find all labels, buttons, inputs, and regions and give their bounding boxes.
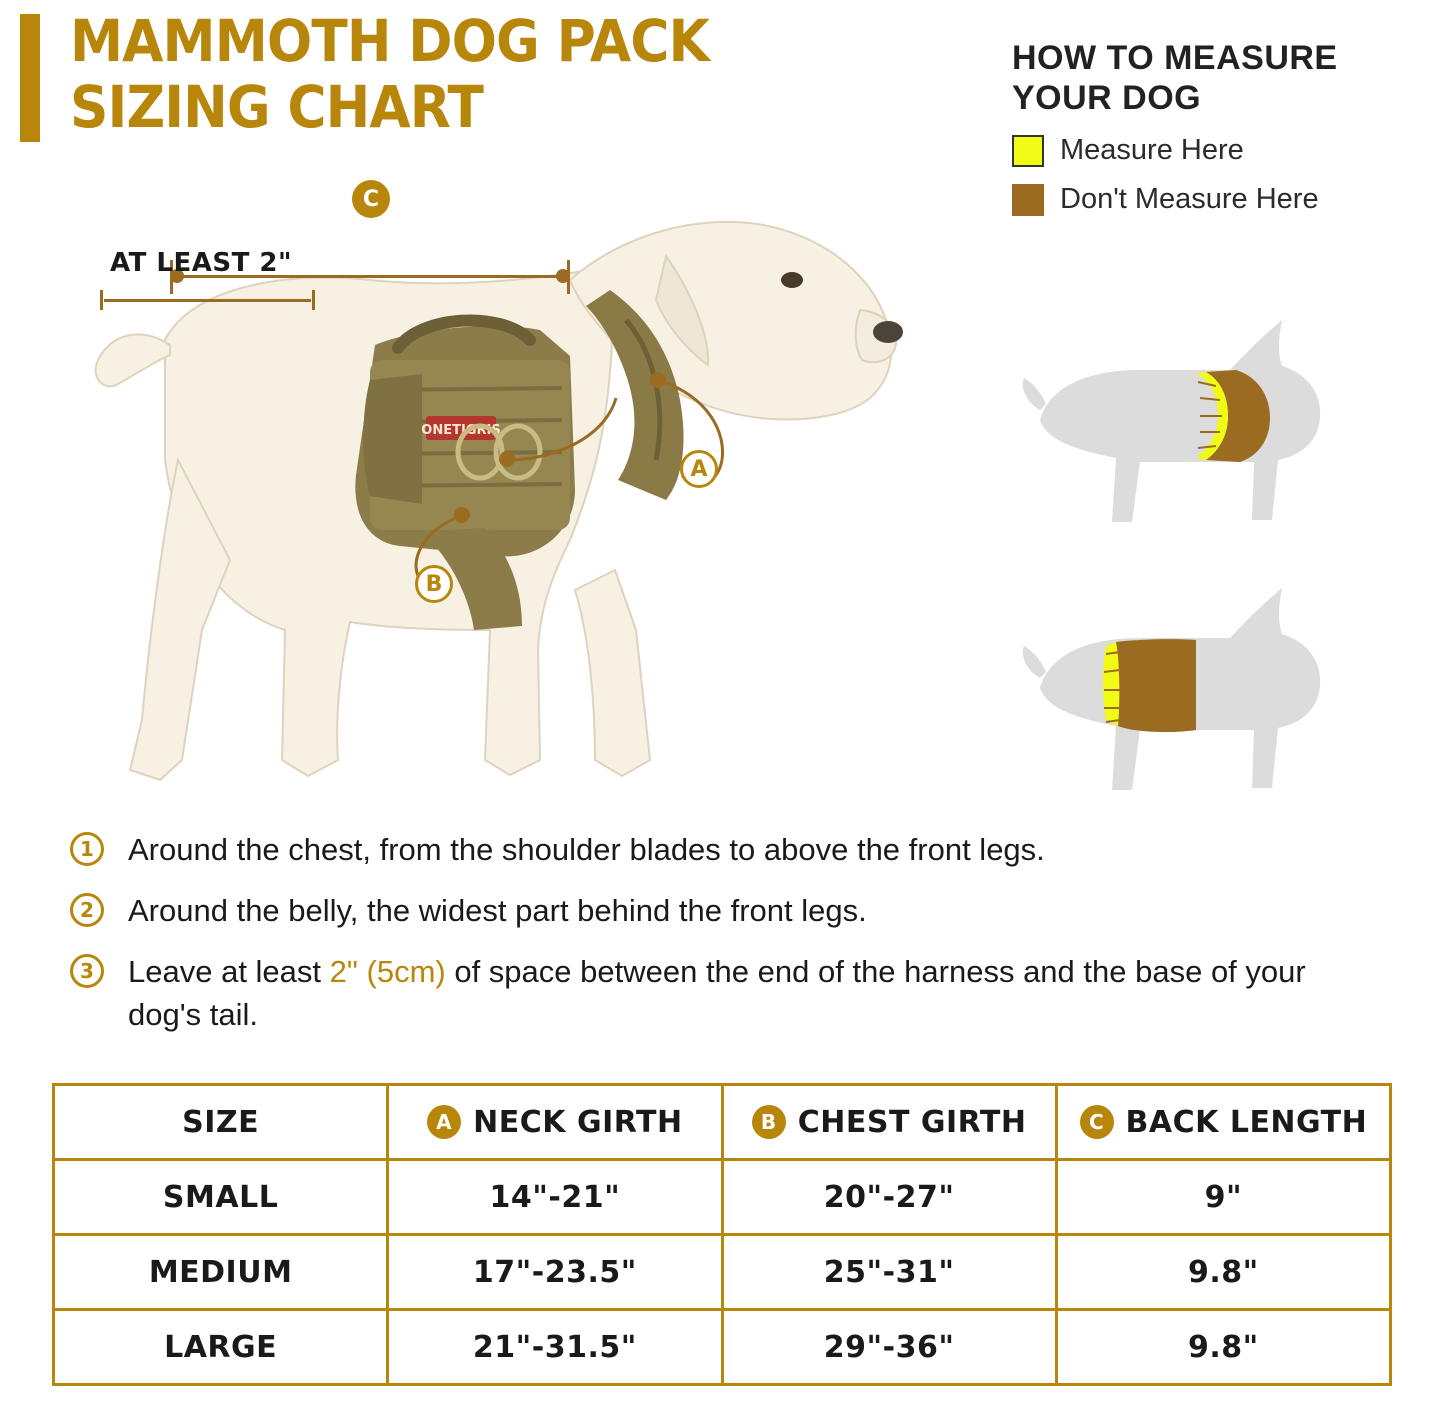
page-title [70, 8, 970, 140]
badge-a-table: A [427, 1105, 461, 1139]
how-to-measure-section [1012, 38, 1432, 216]
table-header-neck-girth [388, 1085, 722, 1160]
legend-swatch-yellow-icon [1012, 135, 1044, 167]
table-row [54, 1160, 1391, 1235]
table-header-size-label: SIZE [182, 1104, 260, 1140]
page-title-line-1: MAMMOTH DOG PACK [70, 7, 709, 75]
sizing-table [52, 1083, 1392, 1386]
at-least-arrow-marker [100, 290, 315, 310]
legend-label-dont-measure-here: Don't Measure Here [1060, 183, 1319, 215]
note-number-3: 3 [70, 954, 104, 988]
svg-text:ONETIGRIS: ONETIGRIS [421, 423, 501, 438]
dog-silhouette-diagram-icon [1020, 290, 1420, 810]
legend-item-dont-measure-here [1012, 183, 1432, 216]
dog-with-harness-illustration [70, 160, 910, 820]
note-item-2 [70, 889, 1380, 932]
note-item-1 [70, 828, 1380, 871]
note-item-3 [70, 950, 1380, 1036]
cell-size-large: LARGE [54, 1310, 388, 1385]
table-header-neck-label: NECK GIRTH [473, 1104, 683, 1140]
note-number-2: 2 [70, 893, 104, 927]
title-accent-bar [20, 14, 40, 142]
table-row [54, 1235, 1391, 1310]
measurement-notes [70, 828, 1380, 1054]
badge-c-table: C [1080, 1105, 1114, 1139]
note-text-1: Around the chest, from the shoulder blades to above the front legs. [128, 832, 1045, 867]
badge-c: C [352, 180, 390, 218]
cell-size-small: SMALL [54, 1160, 388, 1235]
table-header-back-label: BACK LENGTH [1125, 1104, 1368, 1140]
cell-neck-large: 21"-31.5" [388, 1310, 722, 1385]
cell-chest-medium: 25"-31" [722, 1235, 1056, 1310]
cell-chest-large: 29"-36" [722, 1310, 1056, 1385]
note-text-2: Around the belly, the widest part behind the front legs. [128, 893, 867, 928]
badge-b-table: B [752, 1105, 786, 1139]
legend-swatch-brown-icon [1012, 184, 1044, 216]
cell-chest-small: 20"-27" [722, 1160, 1056, 1235]
table-header-back-length [1056, 1085, 1390, 1160]
cell-neck-small: 14"-21" [388, 1160, 722, 1235]
badge-a: A [680, 450, 718, 488]
table-header-chest-label: CHEST GIRTH [797, 1104, 1027, 1140]
legend-label-measure-here: Measure Here [1060, 134, 1244, 166]
cell-size-medium: MEDIUM [54, 1235, 388, 1310]
table-header-size [54, 1085, 388, 1160]
table-header-chest-girth [722, 1085, 1056, 1160]
legend-item-measure-here [1012, 134, 1432, 167]
note-text-3 [128, 950, 1380, 1036]
table-row [54, 1310, 1391, 1385]
how-to-measure-heading: HOW TO MEASURE YOUR DOG [1012, 39, 1338, 117]
cell-neck-medium: 17"-23.5" [388, 1235, 722, 1310]
cell-back-large: 9.8" [1056, 1310, 1390, 1385]
note-text-3-highlight: 2" (5cm) [329, 954, 446, 989]
table-header-row [54, 1085, 1391, 1160]
badge-b: B [415, 565, 453, 603]
note-text-3-after: of space between the end of the harness and the base of your dog's tail. [128, 954, 1306, 1032]
note-number-1: 1 [70, 832, 104, 866]
note-text-3-before: Leave at least [128, 954, 330, 989]
measurement-silhouettes [1020, 290, 1420, 810]
cell-back-medium: 9.8" [1056, 1235, 1390, 1310]
cell-back-small: 9" [1056, 1160, 1390, 1235]
page-title-line-2: SIZING CHART [70, 73, 484, 141]
at-least-label: AT LEAST 2" [110, 248, 292, 278]
